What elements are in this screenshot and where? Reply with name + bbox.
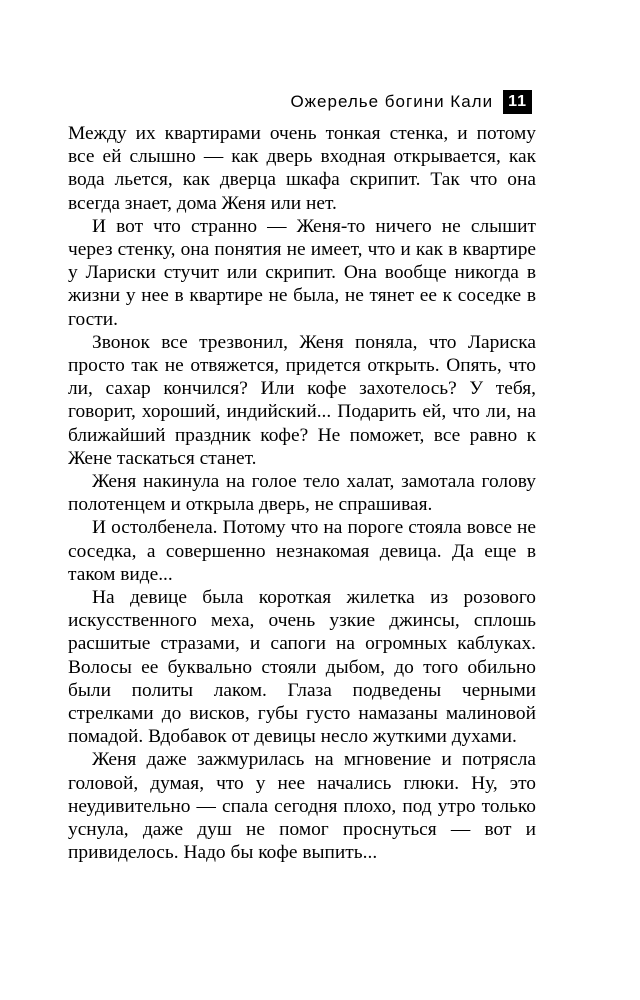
paragraph: И вот что странно — Женя-то ничего не слышит через стенку, она понятия не имеет, что и как в квартире у Лариски стучит или скрипит. Она вообще никогда в жизни у нее в квартире не была, не тянет ее к соседке в гости. [68, 215, 536, 330]
body-text [68, 122, 536, 865]
page-number: 11 [503, 90, 532, 114]
paragraph: Женя накинула на голое тело халат, замотала голову полотенцем и открыла дверь, не спрашивая. [68, 471, 536, 516]
paragraph: Между их квартирами очень тонкая стенка, и потому все ей слышно — как дверь входная открывается, как вода льется, как дверца шкафа скрипит. Так что она всегда знает, дома Женя или нет. [68, 123, 536, 214]
paragraph: На девице была короткая жилетка из розового искусственного меха, очень узкие джинсы, сплошь расшитые стразами, и сапоги на огромных каблуках. Волосы ее буквально стояли дыбом, до того обильно были политы лаком. Глаза подведены черными стрелками до висков, губы густо намазаны малиновой помадой. Вдобавок от девицы несло жуткими духами. [68, 587, 536, 748]
paragraph: Звонок все трезвонил, Женя поняла, что Лариска просто так не отвяжется, придется открыть. Опять, что ли, сахар кончился? Или кофе захотелось? У тебя, говорит, хороший, индийский... Подарить ей, что ли, на ближайший праздник кофе? Не поможет, все равно к Жене таскаться станет. [68, 331, 536, 469]
running-title: Ожерелье богини Кали [290, 92, 494, 111]
running-head [290, 90, 532, 114]
paragraph: Женя даже зажмурилась на мгновение и потрясла головой, думая, что у нее начались глюки. Ну, это неудивительно — спала сегодня плохо, под утро только уснула, даже душ не помог проснуться — вот и привиделось. Надо бы кофе выпить... [68, 749, 536, 864]
paragraph: И остолбенела. Потому что на пороге стояла вовсе не соседка, а совершенно незнакомая девица. Да еще в таком виде... [68, 517, 536, 585]
